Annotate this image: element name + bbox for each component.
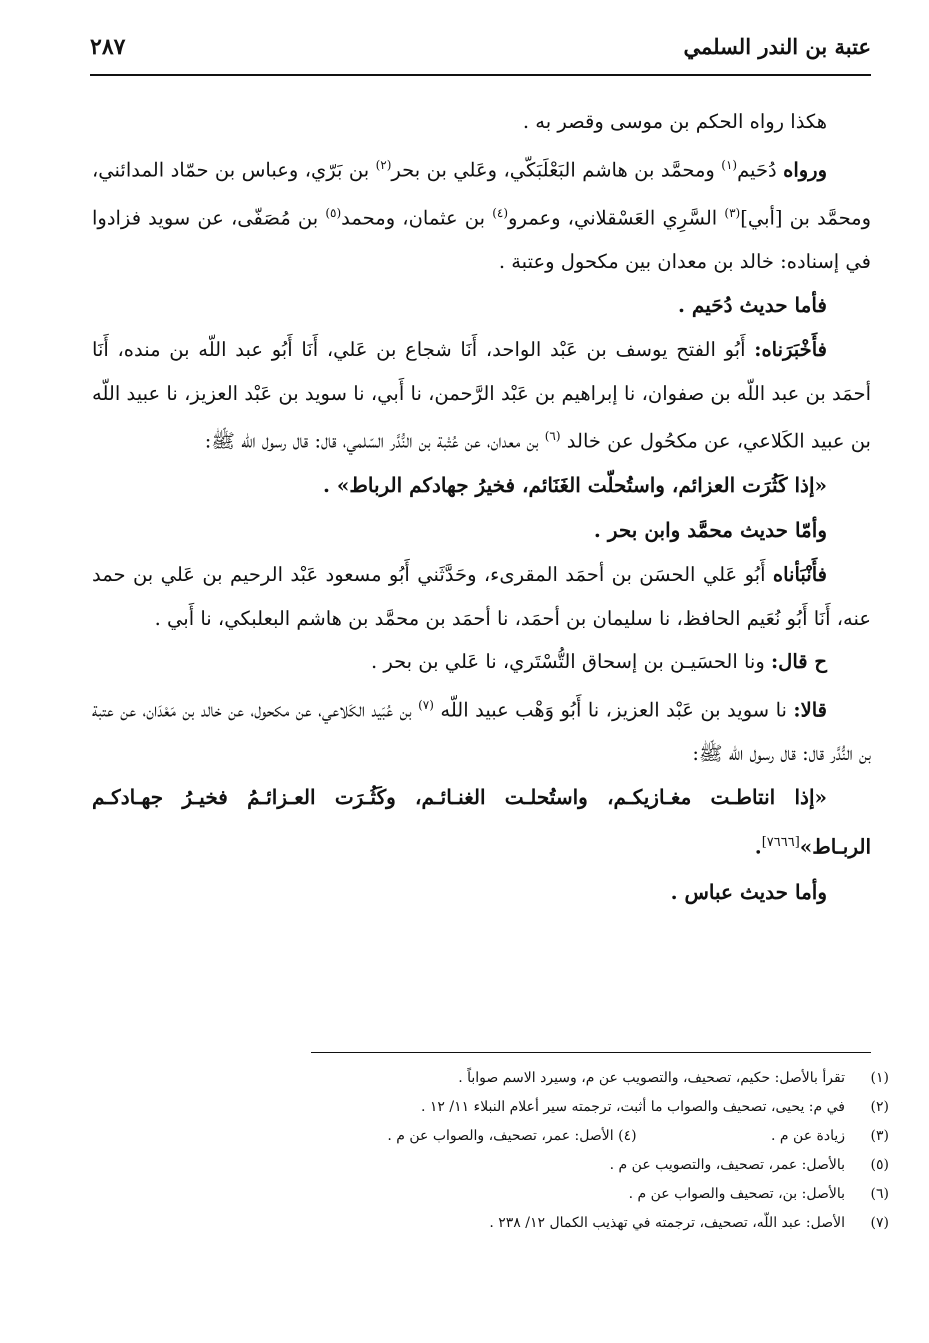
hadith-text-1: «إذا كَثُرَت العزائم، واستُحلّت الغَنَائم، فخيرُ جهادكم الرباط» .: [322, 473, 827, 497]
section-heading-3: وأما حديث عباس .: [670, 879, 827, 904]
footnote-6: [92, 1180, 889, 1209]
main-text: [92, 100, 871, 915]
text-segment: نا سويد بن عَبْد العزيز، نا أَبُو وَهْب عبيد اللّه: [440, 698, 787, 721]
text-segment: بن عُبَيد الكَلاعي، عن مكحول، عن خالد بن مَعْدَان، عن عتبة بن النُّدَّر قال: قال رسول الله ﷺ:: [92, 698, 871, 765]
lead-word: ح قال:: [770, 650, 827, 673]
footnote-marker: (٤): [492, 205, 509, 220]
footnote-marker: (١): [721, 157, 738, 172]
running-header: [90, 30, 871, 76]
footnote-text: زيادة عن م .: [771, 1128, 845, 1144]
running-title: عتبة بن الندر السلمي: [683, 34, 871, 59]
hadith-reference-number: [٧٦٦٦]: [761, 835, 800, 850]
paragraph-4: [92, 553, 871, 640]
footnote-number: (٤): [618, 1128, 637, 1144]
text-segment: أَبُو الفتح يوسف بن عَبْد الواحد، أَنَا شجاع بن عَلي، أَنَا أَبُو عبد اللّه بن منده، أَنَا أحمَد بن عبد اللّه بن صفوان، نا إبراهيم بن عَبْد الرَّحمن، نا أَبي، نا سويد بن عَبْد العزيز، نا عبيد اللّه بن عبيد الكَلاعي، عن مكحُول عن خالد: [92, 338, 871, 453]
text-segment: دُحَيم: [737, 158, 777, 181]
footnotes: [92, 1064, 889, 1238]
footnote-marker: (٦): [544, 429, 561, 443]
paragraph-5: [92, 640, 871, 684]
footnote-number: (٥): [870, 1157, 889, 1173]
paragraph-3: [92, 328, 871, 463]
text-segment: بن بَرّي، وعباس بن حمّاد المدائني، ومحمَّد بن [أبي]: [92, 158, 872, 229]
footnote-marker: (٢): [375, 157, 392, 172]
section-heading-2: وأمّا حديث محمَّد وابن بحر .: [593, 518, 827, 542]
lead-word: قالا:: [793, 698, 827, 721]
page-number: ٢٨٧: [90, 34, 126, 60]
hadith-body: «إذا انتاطـت مغـازيكـم، واستُحلـت الغنـائـم، وكَثُـرَت العـزائـمُ فخيـرُ جهـادكـم الربـاط»: [92, 785, 871, 859]
footnote-marker: (٣): [724, 205, 741, 220]
text-segment: السَّرِي العَسْقلاني، وعمرو: [508, 206, 718, 229]
footnote-7: [92, 1209, 889, 1238]
paragraph-text: هكذا رواه الحكم بن موسى وقصر به .: [522, 110, 827, 133]
footnote-number: (٧): [870, 1215, 889, 1231]
footnote-number: (٦): [870, 1186, 889, 1202]
footnote-text: بالأصل: عمر، تصحيف، والتصويب عن م .: [609, 1157, 845, 1173]
footnote-2: [92, 1093, 889, 1122]
footnote-text: تقرأ بالأصل: حكيم، تصحيف، والتصويب عن م، وسيرد الاسم صواباً .: [458, 1070, 845, 1086]
footnote-1: [92, 1064, 889, 1093]
lead-word: فأَخْبَرَناه:: [754, 338, 827, 361]
text-segment: بن مُصَفّى، عن سويد فزادوا في إسناده: خالد بن معدان بين مكحول وعتبة .: [92, 206, 871, 273]
footnote-text: الأصل: عمر، تصحيف، والصواب عن م .: [387, 1128, 614, 1144]
paragraph-2: [92, 144, 871, 284]
footnote-number: (١): [870, 1070, 889, 1086]
text-segment: ومحمَّد بن هاشم البَعْلَبَكّي، وعَلي بن بحر: [391, 158, 715, 181]
text-segment: ونا الحسَيـن بن إسحاق التُّسْتَري، نا عَلي بن بحر .: [370, 650, 765, 673]
footnote-number: (٣): [870, 1128, 889, 1144]
footnote-text: في م: يحيى، تصحيف والصواب ما أثبت، ترجمته سير أعلام النبلاء ١١/ ١٢ .: [421, 1099, 845, 1115]
hadith-end: .: [754, 834, 762, 859]
footnote-text: الأصل: عبد اللّه، تصحيف، ترجمته في تهذيب الكمال ١٢/ ٢٣٨ .: [489, 1215, 845, 1231]
footnote-3-4: [92, 1122, 889, 1151]
text-segment: بن معدان، عن عُتْبة بن النُّدَّر السّلمي، قال: قال رسول الله ﷺ:: [204, 429, 539, 453]
section-heading-1: فأما حديث دُحَيم .: [678, 293, 827, 317]
footnote-marker: (٥): [325, 205, 342, 220]
paragraph-6: [92, 684, 871, 776]
text-segment: أَبُو عَلي الحسَن بن أحمَد المقرىء، وحَدَّثَني أَبُو مسعود عَبْد الرحيم بن عَلي بن حمد عنه، أَنَا أَبُو نُعَيم الحافظ، نا سليمان بن أحمَد، نا أحمَد بن محمَّد بن هاشم البعلبكي، نا أَبي .: [92, 563, 871, 630]
text-segment: بن عثمان، ومحمد: [341, 206, 486, 229]
footnote-number: (٢): [870, 1099, 889, 1115]
lead-word: فأَنْبَأناه: [772, 563, 827, 586]
footnote-divider: [311, 1052, 871, 1053]
footnote-text: بالأصل: بن، تصحيف والصواب عن م .: [628, 1186, 845, 1202]
lead-word: ورواه: [783, 158, 827, 181]
hadith-text-2: [92, 775, 871, 870]
footnote-5: [92, 1151, 889, 1180]
paragraph-1: [92, 100, 871, 144]
footnote-marker: (٧): [418, 697, 434, 712]
